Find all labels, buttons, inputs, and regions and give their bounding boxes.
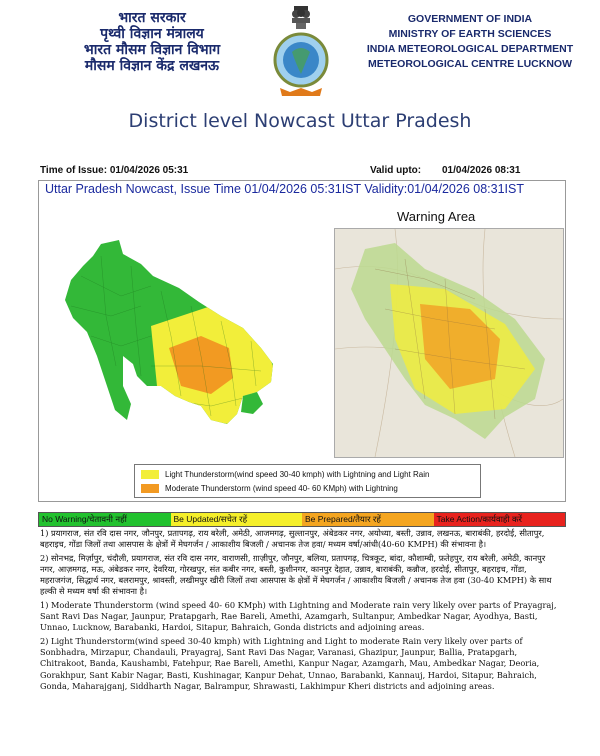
- legend-item: [141, 468, 429, 481]
- legend-item: [141, 482, 398, 495]
- header-hindi-line: मौसम विज्ञान केंद्र लखनऊ: [84, 58, 220, 74]
- forecast-paragraph-hindi-2: 2) सोनभद्र, मिर्ज़ापुर, चंदौली, प्रयागराज, संत रवि दास नगर, वाराणसी, ग़ाज़ीपुर, जौनपुर, बलिया, प्रतापगढ़, चित्रकूट, बांदा, कौशाम्बी, फ़तेहपुर, राय बरेली, अमेठी, कानपुर नगर, आज़मगढ़, मऊ, अंबेडकर नगर, देवरिया, गोरखपुर, संत कबीर नगर, बस्ती, कुशीनगर, कानपुर देहात, उन्नाव, बाराबंकी, कन्नौज, हरदोई, सीतापुर, बहराइच, गोंडा, महराजगंज, सिद्धार्थ नगर, बलरामपुर, श्रावस्ती, लखीमपुर खीरी जिलों तथा आसपास के क्षेत्रों में मेघगर्जन / आकाशीय बिजली / अचानक तेज हवा (30-40 KMPH) के साथ हल्की से मध्यम वर्षा की संभावना है।: [40, 552, 552, 597]
- warning-scale: [38, 512, 566, 527]
- header-hindi-line: पृथ्वी विज्ञान मंत्रालय: [100, 26, 204, 42]
- forecast-text: [40, 528, 562, 694]
- header-hindi: [52, 10, 252, 74]
- map-legend: [134, 464, 481, 498]
- valid-upto-value: 01/04/2026 08:31: [442, 165, 521, 176]
- forecast-paragraph-hindi-1: 1) प्रयागराज, संत रवि दास नगर, जौनपुर, प्रतापगढ़, राय बरेली, अमेठी, आजमगढ़, सुल्तानपुर, अंबेडकर नगर, अयोध्या, बस्ती, उन्नाव, लखनऊ, बाराबंकी, हरदोई, सीतापुर, बहराइच, गोंडा जिलों तथा आसपास के क्षेत्रों में मेघगर्जन / आकाशीय बिजली / अचानक तेज हवा/ मध्यम वर्षा/आंधी(40-60 KMPH) की संभावना है।: [40, 528, 545, 550]
- header-hindi-line: भारत सरकार: [118, 10, 186, 26]
- issue-time: Time of Issue: 01/04/2026 05:31: [40, 165, 189, 176]
- document-title: District level Nowcast Uttar Pradesh: [128, 110, 472, 132]
- header-english-line: INDIA METEOROLOGICAL DEPARTMENT: [366, 43, 574, 55]
- warning-area-title: Warning Area: [397, 209, 476, 224]
- warning-area-map: [334, 228, 564, 458]
- scale-be-prepared: Be Prepared/तैयार रहें: [302, 513, 434, 526]
- header-english-line: MINISTRY OF EARTH SCIENCES: [388, 28, 552, 40]
- nowcast-panel: [38, 180, 566, 502]
- legend-swatch-orange: [141, 484, 159, 493]
- legend-swatch-yellow: [141, 470, 159, 479]
- warning-area-map-graphic: [335, 229, 563, 457]
- scale-be-updated: Be Updated/सचेत रहें: [171, 513, 303, 526]
- forecast-paragraph-english-2: 2) Light Thunderstorm(wind speed 30-40 kmph) with Lightning and Light to moderate Rain very likely over parts of Sonbhadra, Mirzapur, Chandauli, Prayagraj, Sant Ravi Das Nagar, Varanasi, Ghazipur, Jaunpur, Ballia, Pratapgarh, Chitrakoot, Banda, Kaushambi, Fatehpur, Rae Bareli, Amethi, Kanpur Nagar, Azamgarh, Mau, Ambedkar Nagar, Deoria, Gorakhpur, Sant Kabir Nagar, Basti, Kushinagar, Kanpur Dehat, Unnao, Barabanki, Kannauj, Hardoi, Sitapur, Bahraich, Gonda, Maharajganj, Siddharth Nagar, Balrampur, Shrawasti, Lakhimpur Kheri districts and adjoining areas.: [40, 635, 540, 691]
- scale-take-action: Take Action/कार्यवाही करें: [434, 513, 566, 526]
- panel-title: Uttar Pradesh Nowcast, Issue Time 01/04/2026 05:31IST Validity:01/04/2026 08:31IST: [45, 182, 524, 196]
- up-district-map: [61, 236, 301, 456]
- legend-label: Moderate Thunderstorm (wind speed 40- 60 KMph) with Lightning: [165, 484, 398, 493]
- imd-emblem-logo: [270, 4, 332, 100]
- header-english: [355, 12, 585, 72]
- valid-upto-label: Valid upto:: [370, 165, 422, 176]
- header-english-line: GOVERNMENT OF INDIA: [407, 13, 533, 25]
- forecast-paragraph-english-1: 1) Moderate Thunderstorm (wind speed 40- 60 KMph) with Lightning and Moderate rain very likely over parts of Prayagraj, Sant Ravi Das Nagar, Jaunpur, Pratapgarh, Rae Bareli, Amethi, Azamgarh, Sultanpur, Ambedkar Nagar, Ayodhya, Basti, Unnao, Lucknow, Barabanki, Hardoi, Sitapur, Bahraich, Gonda districts and adjoining areas.: [40, 599, 557, 633]
- header-hindi-line: भारत मौसम विज्ञान विभाग: [83, 42, 221, 58]
- legend-label: Light Thunderstorm(wind speed 30-40 kmph) with Lightning and Light Rain: [165, 470, 430, 479]
- scale-no-warning: No Warning/चेतावनी नहीं: [39, 513, 171, 526]
- header-english-line: METEOROLOGICAL CENTRE LUCKNOW: [368, 58, 572, 70]
